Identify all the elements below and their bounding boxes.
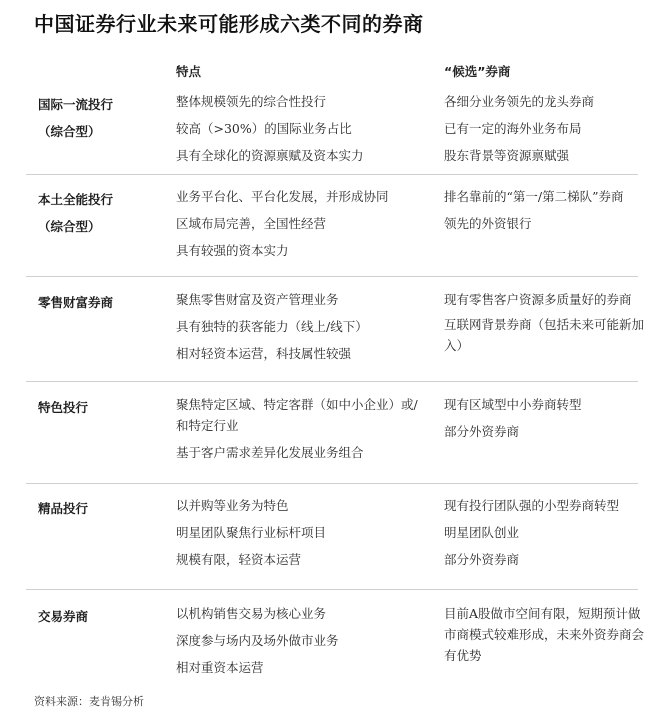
category-label: 本土全能投行 bbox=[38, 192, 114, 207]
row-category bbox=[38, 289, 113, 316]
candidate-item: 部分外资券商 bbox=[444, 424, 520, 439]
row-category bbox=[38, 186, 113, 240]
row-features bbox=[176, 289, 426, 370]
features-column-header: 特点 bbox=[176, 64, 202, 79]
category-sublabel: （综合型） bbox=[38, 219, 101, 234]
table-row bbox=[26, 495, 638, 590]
category-label: 精品投行 bbox=[38, 501, 89, 516]
row-features bbox=[176, 394, 426, 469]
candidate-item: 现有区域型中小券商转型 bbox=[444, 397, 582, 412]
candidates-column-header: “候选”券商 bbox=[444, 64, 511, 79]
feature-item: 以机构销售交易为核心业务 bbox=[176, 606, 327, 621]
row-features bbox=[176, 495, 426, 576]
category-label: 交易券商 bbox=[38, 609, 89, 624]
feature-item: 规模有限，轻资本运营 bbox=[176, 552, 302, 567]
category-label: 特色投行 bbox=[38, 400, 89, 415]
table-row bbox=[26, 394, 638, 484]
feature-item: 较高（>30%）的国际业务占比 bbox=[176, 121, 352, 136]
table-row bbox=[26, 603, 645, 683]
candidate-item: 股东背景等资源禀赋强 bbox=[444, 148, 570, 163]
candidate-item: 各细分业务领先的龙头券商 bbox=[444, 94, 595, 109]
feature-item: 明星团队聚焦行业标杆项目 bbox=[176, 525, 327, 540]
feature-item: 以并购等业务为特色 bbox=[176, 498, 289, 513]
row-category bbox=[38, 603, 88, 630]
candidate-item: 目前A股做市空间有限，短期预计做市商模式较难形成，未来外资券商会有优势 bbox=[444, 606, 645, 663]
row-candidates bbox=[444, 603, 650, 672]
candidate-item: 排名靠前的“第一/第二梯队”券商 bbox=[444, 189, 624, 204]
page-title: 中国证券行业未来可能形成六类不同的券商 bbox=[34, 12, 424, 36]
candidate-item: 互联网背景券商（包括未来可能新加入） bbox=[444, 317, 645, 353]
category-label: 国际一流投行 bbox=[38, 97, 114, 112]
table-row bbox=[26, 91, 638, 175]
feature-item: 区域布局完善，全国性经营 bbox=[176, 216, 327, 231]
row-candidates bbox=[444, 495, 650, 576]
feature-item: 深度参与场内及场外做市业务 bbox=[176, 633, 339, 648]
feature-item: 具有较强的资本实力 bbox=[176, 243, 289, 258]
feature-item: 具有独特的获客能力（线上/线下） bbox=[176, 319, 368, 334]
candidate-item: 明星团队创业 bbox=[444, 525, 520, 540]
feature-item: 具有全球化的资源禀赋及资本实力 bbox=[176, 148, 364, 163]
row-candidates bbox=[444, 289, 650, 362]
candidate-item: 部分外资券商 bbox=[444, 552, 520, 567]
row-category bbox=[38, 394, 88, 421]
row-candidates bbox=[444, 394, 650, 448]
candidate-item: 领先的外资银行 bbox=[444, 216, 532, 231]
source-note: 资料来源：麦肯锡分析 bbox=[34, 695, 144, 708]
candidate-item: 现有投行团队强的小型券商转型 bbox=[444, 498, 620, 513]
feature-item: 相对重资本运营 bbox=[176, 660, 264, 675]
category-sublabel: （综合型） bbox=[38, 124, 101, 139]
row-candidates bbox=[444, 186, 650, 240]
feature-item: 相对轻资本运营，科技属性较强 bbox=[176, 346, 352, 361]
row-features bbox=[176, 91, 426, 172]
row-candidates bbox=[444, 91, 650, 172]
feature-item: 聚焦零售财富及资产管理业务 bbox=[176, 292, 339, 307]
candidate-item: 现有零售客户资源多质量好的券商 bbox=[444, 292, 632, 307]
row-features bbox=[176, 603, 426, 684]
feature-item: 基于客户需求差异化发展业务组合 bbox=[176, 445, 364, 460]
feature-item: 聚焦特定区域、特定客群（如中小企业）或/和特定行业 bbox=[176, 397, 418, 433]
feature-item: 整体规模领先的综合性投行 bbox=[176, 94, 327, 109]
table-row bbox=[26, 186, 638, 277]
table-row bbox=[26, 289, 645, 382]
row-category bbox=[38, 495, 88, 522]
candidate-item: 已有一定的海外业务布局 bbox=[444, 121, 582, 136]
feature-item: 业务平台化、平台化发展，并形成协同 bbox=[176, 189, 389, 204]
category-label: 零售财富券商 bbox=[38, 295, 114, 310]
row-category bbox=[38, 91, 113, 145]
row-features bbox=[176, 186, 426, 267]
